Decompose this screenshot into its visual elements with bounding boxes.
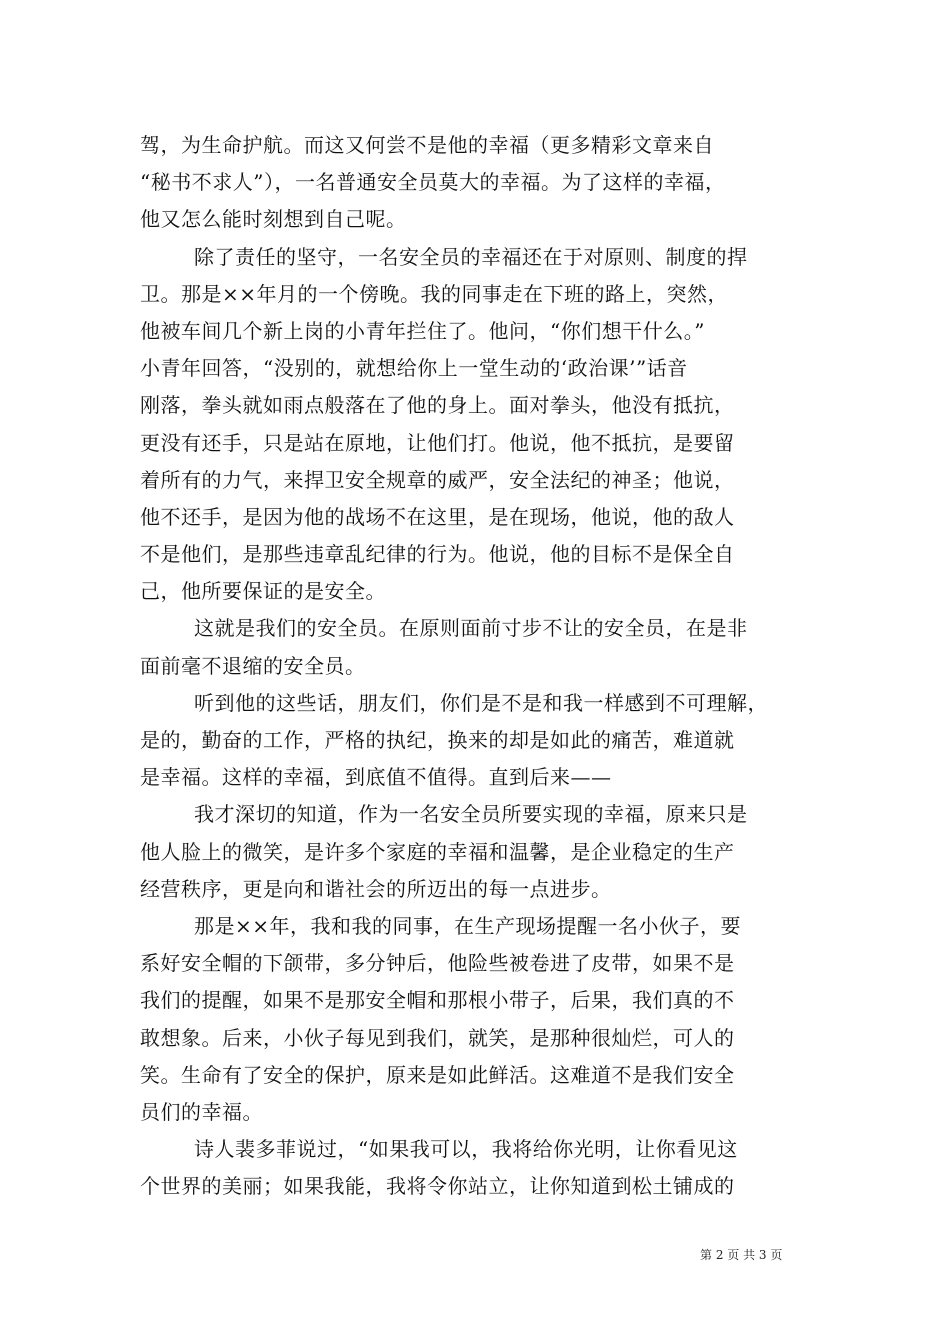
text-line: 他人脸上的微笑，是许多个家庭的幸福和温馨，是企业稳定的生产 (140, 839, 735, 864)
text-line: 他又怎么能时刻想到自己呢。 (140, 207, 407, 232)
text-line: 着所有的力气，来捍卫安全规章的威严，安全法纪的神圣；他说， (140, 467, 735, 492)
text-line: 笑。生命有了安全的保护，原来是如此鲜活。这难道不是我们安全 (140, 1062, 735, 1087)
text-line: 那是××年，我和我的同事，在生产现场提醒一名小伙子，要 (194, 913, 742, 938)
text-line: 经营秩序，更是向和谐社会的所迈出的每一点进步。 (140, 876, 612, 901)
text-line: “秘书不求人”），一名普通安全员莫大的幸福。为了这样的幸福， (140, 170, 726, 195)
text-line: 敢想象。后来，小伙子每见到我们，就笑，是那种很灿烂，可人的 (140, 1025, 735, 1050)
text-line: 诗人裴多菲说过，“如果我可以，我将给你光明，让你看见这 (194, 1137, 738, 1162)
text-line: 己，他所要保证的是安全。 (140, 579, 386, 604)
text-line: 卫。那是××年月的一个傍晚。我的同事走在下班的路上，突然， (140, 281, 729, 306)
text-line: 是的，勤奋的工作，严格的执纪，换来的却是如此的痛苦，难道就 (140, 728, 735, 752)
text-line: 个世界的美丽；如果我能，我将令你站立，让你知道到松土铺成的 (140, 1174, 735, 1199)
page-number: 第 2 页 共 3 页 (700, 1248, 783, 1262)
text-line: 面前毫不退缩的安全员。 (140, 653, 366, 678)
text-line: 系好安全帽的下颌带，多分钟后，他险些被卷进了皮带，如果不是 (140, 951, 735, 976)
text-line: 员们的幸福。 (140, 1099, 263, 1124)
text-line: 听到他的这些话，朋友们，你们是不是和我一样感到不可理解， (194, 690, 768, 715)
text-line: 更没有还手，只是站在原地，让他们打。他说，他不抵抗，是要留 (140, 430, 735, 455)
text-line: 我们的提醒，如果不是那安全帽和那根小带子，后果，我们真的不 (140, 988, 735, 1013)
text-line: 他不还手，是因为他的战场不在这里，是在现场，他说，他的敌人 (140, 504, 735, 529)
body-text (140, 127, 820, 1205)
text-line: 是幸福。这样的幸福，到底值不值得。直到后来—— (140, 765, 612, 790)
text-line: 这就是我们的安全员。在原则面前寸步不让的安全员，在是非 (194, 616, 748, 641)
text-line: 小青年回答，“没别的，就想给你上一堂生动的‘政治课’”话音 (140, 356, 688, 381)
text-line: 他被车间几个新上岗的小青年拦住了。他问，“你们想干什么。” (140, 318, 705, 343)
text-line: 除了责任的坚守，一名安全员的幸福还在于对原则、制度的捍 (194, 244, 748, 269)
text-line: 驾，为生命护航。而这又何尝不是他的幸福（更多精彩文章来自 (140, 133, 714, 157)
text-line: 刚落，拳头就如雨点般落在了他的身上。面对拳头，他没有抵抗， (140, 393, 735, 418)
text-line: 我才深切的知道，作为一名安全员所要实现的幸福，原来只是 (194, 802, 748, 827)
text-line: 不是他们，是那些违章乱纪律的行为。他说，他的目标不是保全自 (140, 542, 735, 567)
